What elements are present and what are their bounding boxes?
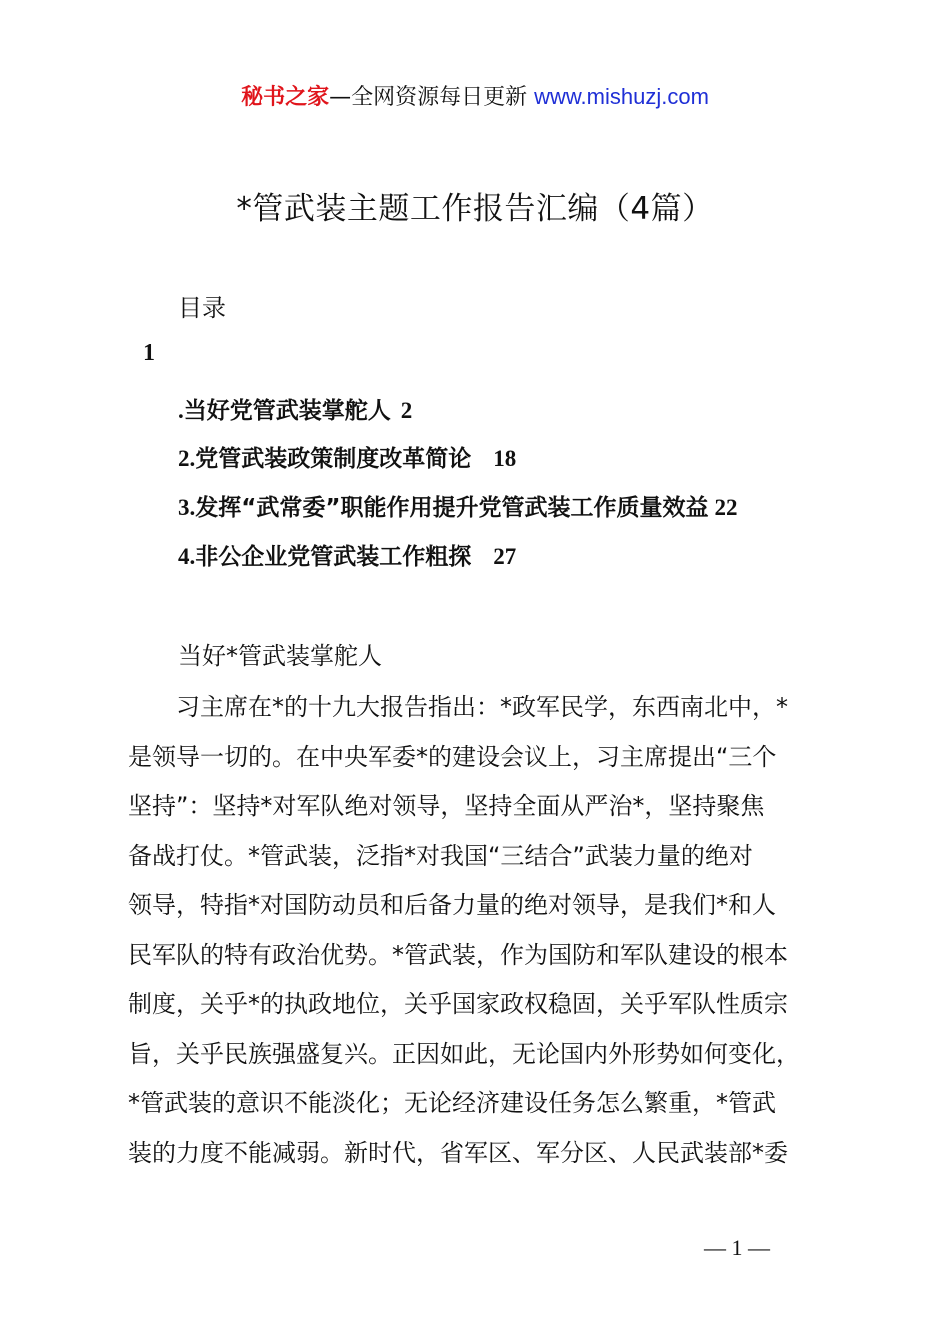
- toc-first-number: 1: [143, 340, 155, 366]
- body-line: 坚持”：坚持*对军队绝对领导，坚持全面从严治*，坚持聚焦: [128, 792, 765, 820]
- page-number: — 1 —: [704, 1235, 770, 1260]
- toc-item-page: 18: [493, 446, 517, 471]
- toc-item-page: 2: [400, 398, 413, 423]
- body-line: 旨，关乎民族强盛复兴。正因如此，无论国内外形势如何变化，: [128, 1039, 800, 1068]
- toc-item-label: 当好党管武装掌舵人: [183, 398, 391, 424]
- site-url-link[interactable]: www.mishuzj.com: [534, 84, 709, 109]
- body-line: 备战打仗。*管武装，泛指*对我国“三结合”武装力量的绝对: [128, 841, 753, 870]
- toc-item-page: 22: [714, 495, 738, 520]
- toc-item-label: 非公企业党管武装工作粗探: [195, 544, 472, 570]
- section-body: [128, 683, 856, 1178]
- toc-item-prefix: 2.: [178, 446, 196, 471]
- toc-item-page: 27: [493, 544, 517, 569]
- body-line: 习主席在*的十九大报告指出：*政军民学，东西南北中，*: [128, 693, 788, 721]
- toc-item-label: 发挥“武常委”职能作用提升党管武装工作质量效益: [195, 495, 709, 521]
- body-line: 领导，特指*对国防动员和后备力量的绝对领导，是我们*和人: [128, 891, 776, 919]
- body-line: 制度，关乎*的执政地位，关乎国家政权稳固，关乎军队性质宗: [128, 990, 788, 1018]
- site-header: [0, 80, 950, 111]
- toc-item-4[interactable]: [178, 538, 516, 571]
- body-line: 民军队的特有政治优势。*管武装，作为国防和军队建设的根本: [128, 940, 788, 969]
- body-line: 是领导一切的。在中央军委*的建设会议上，习主席提出“三个: [128, 742, 777, 771]
- toc-item-1[interactable]: [178, 392, 412, 425]
- toc-item-3[interactable]: [178, 489, 737, 522]
- toc-item-prefix: .: [178, 398, 184, 423]
- brand-name: 秘书之家: [241, 85, 330, 110]
- toc-item-label: 党管武装政策制度改革简论: [195, 446, 472, 472]
- header-tagline: —全网资源每日更新: [329, 85, 528, 110]
- document-title: *管武装主题工作报告汇编（4篇）: [236, 191, 714, 227]
- toc-heading: 目录: [178, 294, 226, 322]
- body-line: *管武装的意识不能淡化；无论经济建设任务怎么繁重，*管武: [128, 1089, 776, 1117]
- section-title: 当好*管武装掌舵人: [178, 642, 382, 670]
- toc-item-prefix: 4.: [178, 544, 196, 569]
- body-line: 装的力度不能减弱。新时代，省军区、军分区、人民武装部*委: [128, 1138, 788, 1167]
- toc-item-prefix: 3.: [178, 495, 196, 520]
- toc-item-2[interactable]: [178, 440, 516, 473]
